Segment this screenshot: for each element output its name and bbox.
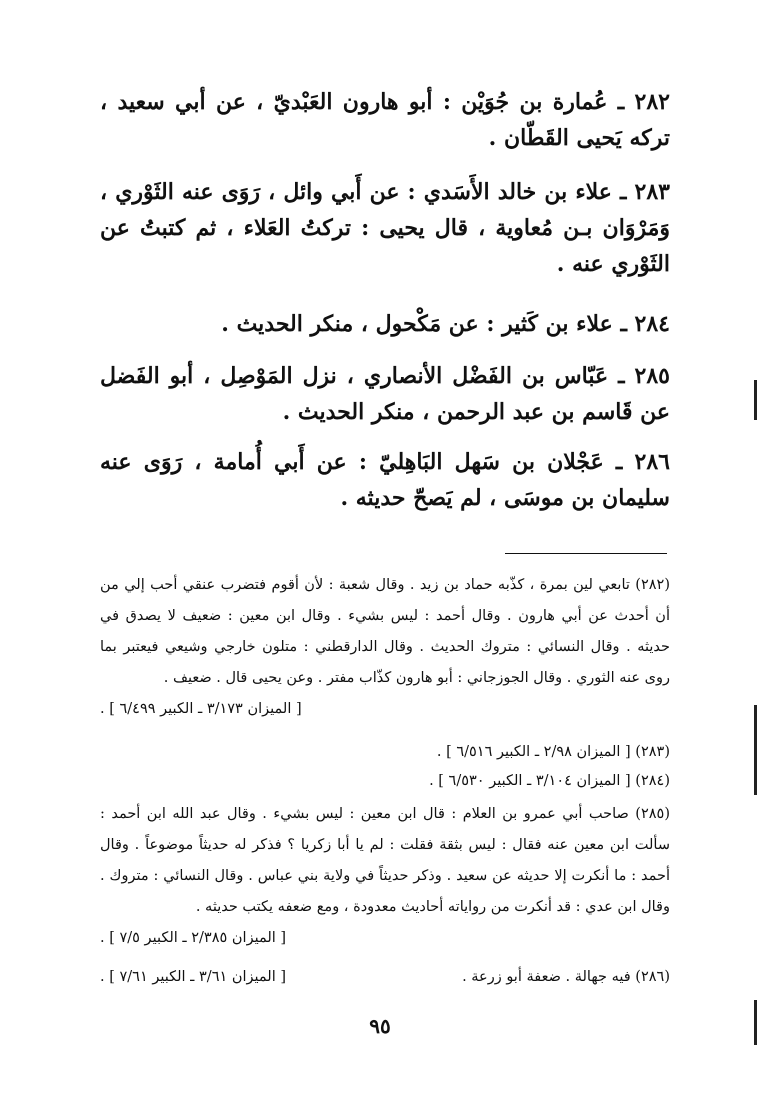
entry-286: ٢٨٦ ـ عَجْلان بن سَهل البَاهِليّ : عن أَبي أُمامة ، رَوَى عنه سليمان بن موسَى ، لم يَصحّ حديثه . xyxy=(100,449,670,511)
footnote-text: (٢٨٢) تابعي لين بمرة ، كذّبه حماد بن زيد . وقال شعبة : لأن أقوم فتضرب عنقي أحب إلي من أن أحدث عن أبي هارون . وقال أحمد : ليس بشيء . وقال ابن معين : ضعيف لا يصدق في حديثه . وقال النسائي : متروك الحديث . وقال الدارقطني : متلون خارجي وشيعي فيعتبر بما روى عنه الثوري . وقال الجوزجاني : أبو هارون كذّاب مفتر . وعن يحيى قال . ضعيف . xyxy=(100,577,670,686)
scan-margin-mark xyxy=(754,705,757,795)
footnote-source: [ الميزان ٣/١٧٣ ـ الكبير ٦/٤٩٩ ] . xyxy=(100,701,302,717)
footnote-text: (٢٨٣) [ الميزان ٢/٩٨ ـ الكبير ٦/٥١٦ ] . xyxy=(436,744,670,760)
footnote-source: [ الميزان ٢/٣٨٥ ـ الكبير ٧/٥ ] . xyxy=(100,930,287,946)
footnote-285 xyxy=(100,799,670,954)
scan-margin-mark xyxy=(754,1000,757,1045)
entry-283: ٢٨٣ ـ علاء بن خالد الأَسَدي : عن أَبي وائل ، رَوَى عنه الثَوْري ، وَمَرْوَان بـن مُعاوية ، قال يحيى : تركتُ العَلاء ، ثم كتبتُ عن الثَوْري عنه . xyxy=(100,179,670,277)
entry-282: ٢٨٢ ـ عُمارة بن جُوَيْن : أبو هارون العَبْديّ ، عن أبي سعيد ، تركه يَحيى القَطّان . xyxy=(100,89,670,151)
footnote-286 xyxy=(100,962,670,993)
footnote-284 xyxy=(100,766,670,797)
scan-margin-mark xyxy=(754,380,757,420)
footnote-text: (٢٨٤) [ الميزان ٣/١٠٤ ـ الكبير ٦/٥٣٠ ] . xyxy=(429,773,670,789)
page-number: ٩٥ xyxy=(369,1014,391,1038)
footnote-283 xyxy=(100,737,670,768)
footnote-text: (٢٨٥) صاحب أبي عمرو بن العلام : قال ابن معين : ليس بشيء . وقال عبد الله ابن أحمد : سألت ابن معين عنه فقال : ليس بثقة فقلت : لم يا أبا زكريا ؟ فذكر له حديثاً موضوعاً . وقال أحمد : ما أنكرت إلا حديثه عن سعيد . وذكر حديثاً في ولاية بني عباس . وقال النسائي : متروك . وقال ابن عدي : قد أنكرت من رواياته أحاديث معدودة ، ومع ضعفه يكتب حديثه . xyxy=(100,806,670,915)
entry-284: ٢٨٤ ـ علاء بن كَثير : عن مَكْحول ، منكر الحديث . xyxy=(221,311,670,337)
footnote-source: [ الميزان ٣/٦١ ـ الكبير ٧/٦١ ] . xyxy=(100,969,287,985)
footnote-separator xyxy=(505,553,667,554)
footnote-text: (٢٨٦) فيه جهالة . ضعفة أبو زرعة . xyxy=(462,969,670,985)
footnote-282 xyxy=(100,570,670,725)
entry-285: ٢٨٥ ـ عَبّاس بن الفَضْل الأنصاري ، نزل المَوْصِل ، أبو الفَضل عن قَاسم بن عبد الرحمن ، منكر الحديث . xyxy=(100,363,670,425)
